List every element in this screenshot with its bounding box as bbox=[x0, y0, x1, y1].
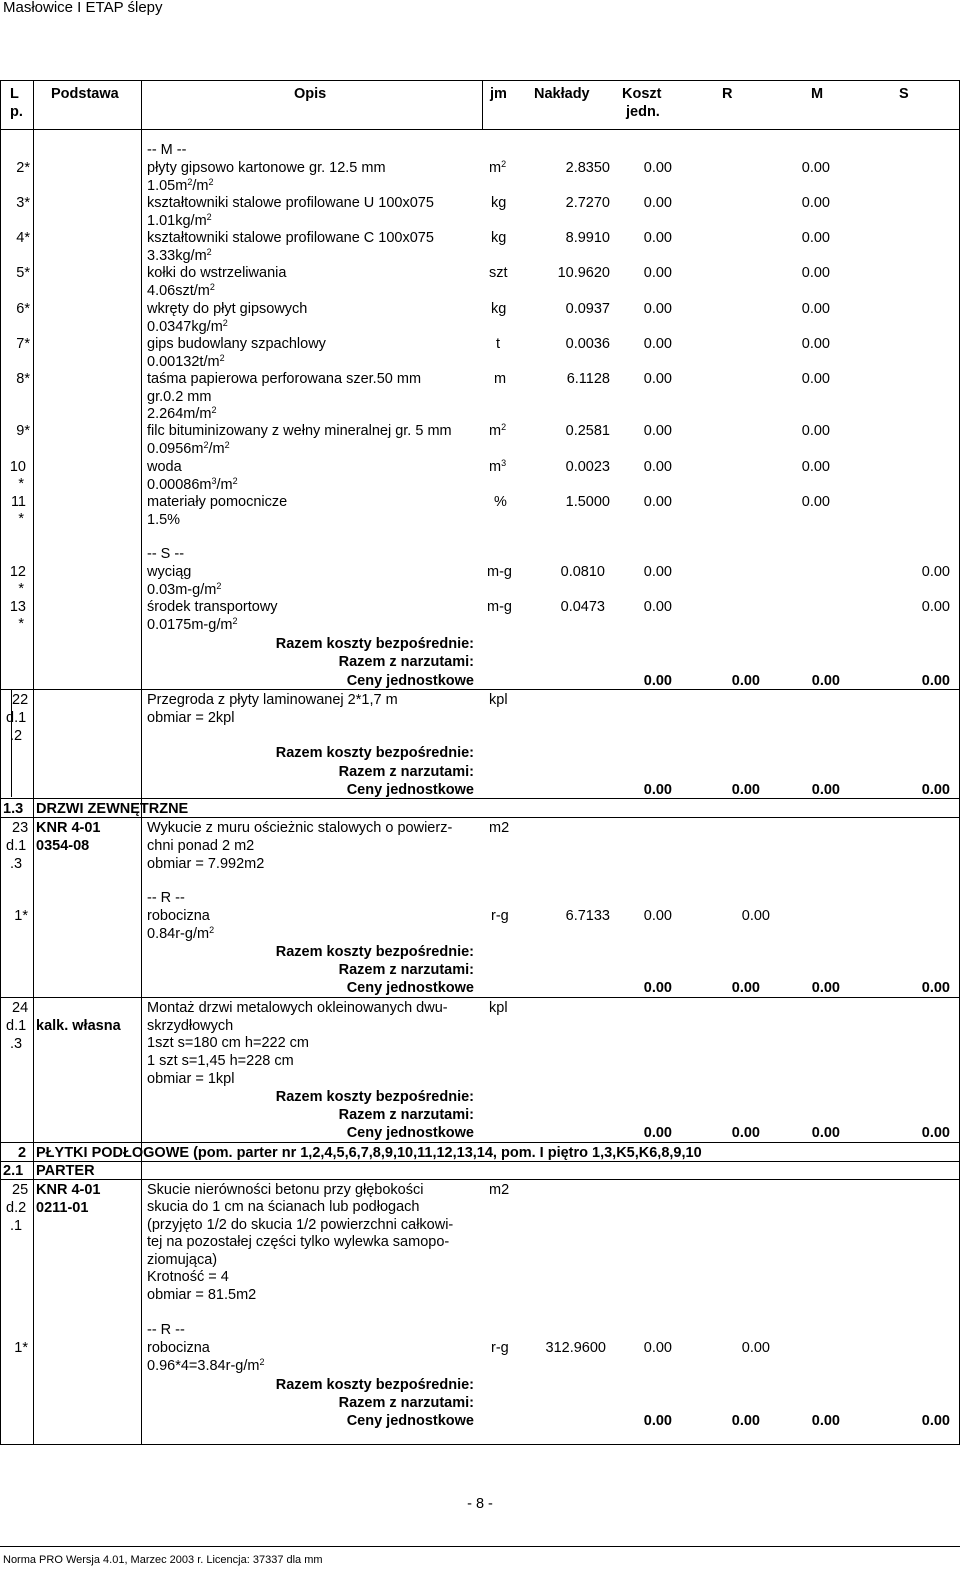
item-norm: $1.05m^2/m^2$ bbox=[147, 177, 214, 194]
item-description: kołki do wstrzeliwania bbox=[147, 265, 287, 281]
item-unit: kg bbox=[491, 195, 507, 211]
item-norm: gr.0.2 mm bbox=[147, 389, 212, 405]
item-koszt: 0.00 bbox=[643, 599, 672, 615]
item-naklady: 6.1128 bbox=[566, 371, 610, 387]
position-description: Skucie nierówności betonu przy głębokości bbox=[147, 1182, 424, 1198]
position-unit: m2 bbox=[489, 1182, 510, 1198]
position-description: 1 szt s=1,45 h=228 cm bbox=[147, 1053, 294, 1069]
position-basis: KNR 4-01 bbox=[36, 1182, 101, 1198]
item-m-value: 0.00 bbox=[801, 301, 830, 317]
footer-text: Norma PRO Wersja 4.01, Marzec 2003 r. Licencja: 37337 dla mm bbox=[3, 1554, 323, 1566]
header-opis: Opis bbox=[294, 86, 327, 102]
col-divider-podstawa bbox=[141, 80, 142, 1445]
item-naklady: 0.0937 bbox=[565, 301, 610, 317]
item-norm: $0.00086m^3/m^2$ bbox=[147, 476, 238, 493]
item-norm: $0.84r-g/m^2$ bbox=[147, 925, 215, 942]
position-basis: 0211-01 bbox=[36, 1200, 89, 1216]
unit-price-r: 0.00 bbox=[731, 782, 760, 798]
item-lp: 1* bbox=[14, 908, 28, 924]
item-norm: $3.33kg/m^2$ bbox=[147, 247, 212, 264]
position-description: ziomująca) bbox=[147, 1252, 218, 1268]
item-lp: 10 bbox=[9, 459, 26, 475]
item-lp-star: * bbox=[18, 511, 24, 527]
item-description: kształtowniki stalowe profilowane C 100x075 bbox=[147, 230, 434, 246]
header-naklady: Nakłady bbox=[534, 86, 590, 102]
item-m-value: 0.00 bbox=[801, 371, 830, 387]
item-norm: $0.0956m^2/m^2$ bbox=[147, 440, 230, 457]
item-unit: $m^2$ bbox=[489, 422, 507, 439]
position-unit: m2 bbox=[489, 820, 510, 836]
item-unit: m bbox=[494, 371, 507, 387]
item-unit: r-g bbox=[491, 1340, 509, 1356]
item-description: woda bbox=[147, 459, 182, 475]
summary-with-overheads: Razem z narzutami: bbox=[338, 1107, 474, 1123]
position-description: skrzydłowych bbox=[147, 1018, 234, 1034]
unit-price-m: 0.00 bbox=[811, 1413, 840, 1429]
section-title: DRZWI ZEWNĘTRZNE bbox=[36, 801, 189, 817]
position-measurement: obmiar = 2kpl bbox=[147, 710, 235, 726]
summary-direct-costs: Razem koszty bezpośrednie: bbox=[275, 745, 474, 761]
summary-direct-costs: Razem koszty bezpośrednie: bbox=[275, 944, 474, 960]
item-norm: $0.0347kg/m^2$ bbox=[147, 318, 228, 335]
item-koszt: 0.00 bbox=[643, 908, 672, 924]
unit-price-s: 0.00 bbox=[921, 673, 950, 689]
item-unit: kg bbox=[491, 230, 507, 246]
summary-with-overheads: Razem z narzutami: bbox=[338, 764, 474, 780]
item-description: filc bituminizowany z wełny mineralnej gr. 5 mm bbox=[147, 423, 452, 439]
section-s-label: -- S -- bbox=[147, 546, 185, 562]
row-divider bbox=[0, 689, 960, 690]
header-m: M bbox=[811, 86, 824, 102]
item-m-value: 0.00 bbox=[801, 494, 830, 510]
position-lp: .3 bbox=[10, 1036, 23, 1052]
unit-price-s: 0.00 bbox=[921, 1125, 950, 1141]
item-lp: 5* bbox=[16, 265, 30, 281]
item-lp: 7* bbox=[16, 336, 30, 352]
item-norm: $0.03m-g/m^2$ bbox=[147, 581, 222, 598]
position-description: Wykucie z muru ościeżnic stalowych o powierz- bbox=[147, 820, 453, 836]
item-koszt: 0.00 bbox=[643, 195, 672, 211]
item-m-value: 0.00 bbox=[801, 230, 830, 246]
section-title: PŁYTKI PODŁOGOWE (pom. parter nr 1,2,4,5,6,7,8,9,10,11,12,13,14, pom. I piętro 1,3,K5,K6,8,9,10 bbox=[36, 1145, 702, 1161]
item-s-value: 0.00 bbox=[921, 599, 950, 615]
item-naklady: 0.0023 bbox=[565, 459, 610, 475]
position-description: tej na pozostałej części tylko wylewka samopo- bbox=[147, 1234, 450, 1250]
item-naklady: 6.7133 bbox=[565, 908, 610, 924]
unit-price-m: 0.00 bbox=[811, 782, 840, 798]
header-bottom-border bbox=[0, 129, 960, 130]
table-left-border bbox=[0, 80, 1, 1445]
unit-price-r: 0.00 bbox=[731, 1413, 760, 1429]
unit-price-s: 0.00 bbox=[921, 1413, 950, 1429]
header-koszt-2: jedn. bbox=[626, 104, 660, 120]
header-lp-1: L bbox=[10, 86, 19, 102]
row-divider bbox=[0, 817, 960, 818]
unit-price-koszt: 0.00 bbox=[643, 980, 672, 996]
item-unit: m-g bbox=[487, 564, 512, 580]
item-unit: szt bbox=[489, 265, 508, 281]
item-lp: 12 bbox=[9, 564, 26, 580]
position-unit: kpl bbox=[489, 692, 508, 708]
item-lp: 9* bbox=[16, 423, 30, 439]
row-divider bbox=[0, 1161, 960, 1162]
item-naklady: 0.0473 bbox=[560, 599, 605, 615]
position-lp: d.1 bbox=[6, 1018, 27, 1034]
footer-divider bbox=[0, 1546, 960, 1547]
item-koszt: 0.00 bbox=[643, 423, 672, 439]
item-m-value: 0.00 bbox=[801, 160, 830, 176]
item-koszt: 0.00 bbox=[643, 564, 672, 580]
unit-price-m: 0.00 bbox=[811, 1125, 840, 1141]
item-koszt: 0.00 bbox=[643, 230, 672, 246]
unit-price-m: 0.00 bbox=[811, 673, 840, 689]
item-m-value: 0.00 bbox=[801, 423, 830, 439]
item-unit: t bbox=[496, 336, 501, 352]
row-divider bbox=[0, 1142, 960, 1143]
position-lp: 23 bbox=[12, 820, 29, 836]
item-koszt: 0.00 bbox=[643, 371, 672, 387]
position-lp: .1 bbox=[10, 1218, 23, 1234]
item-description: płyty gipsowo kartonowe gr. 12.5 mm bbox=[147, 160, 386, 176]
row-divider bbox=[0, 997, 960, 998]
unit-price-r: 0.00 bbox=[731, 673, 760, 689]
item-description: gips budowlany szpachlowy bbox=[147, 336, 326, 352]
page-number: - 8 - bbox=[467, 1496, 493, 1512]
summary-with-overheads: Razem z narzutami: bbox=[338, 962, 474, 978]
row-divider bbox=[0, 1179, 960, 1180]
summary-unit-prices: Ceny jednostkowe bbox=[346, 1125, 474, 1141]
item-description: robocizna bbox=[147, 908, 210, 924]
item-lp: 3* bbox=[16, 195, 30, 211]
item-naklady: 312.9600 bbox=[545, 1340, 606, 1356]
position-description: (przyjęto 1/2 do skucia 1/2 powierzchni całkowi- bbox=[147, 1217, 454, 1233]
summary-direct-costs: Razem koszty bezpośrednie: bbox=[275, 636, 474, 652]
item-norm: $0.00132t/m^2$ bbox=[147, 353, 225, 370]
section-r-label: -- R -- bbox=[147, 890, 185, 906]
item-lp-star: * bbox=[18, 616, 24, 632]
item-description: wkręty do płyt gipsowych bbox=[147, 301, 308, 317]
item-lp: 13 bbox=[9, 599, 26, 615]
header-r: R bbox=[722, 86, 733, 102]
item-lp: 1* bbox=[14, 1340, 28, 1356]
item-norm: $1.01kg/m^2$ bbox=[147, 212, 212, 229]
position-lp: d.2 bbox=[6, 1200, 27, 1216]
item-unit: m-g bbox=[487, 599, 512, 615]
header-koszt-1: Koszt bbox=[622, 86, 662, 102]
item-unit: $m^2$ bbox=[489, 159, 507, 176]
item-naklady: 2.8350 bbox=[565, 160, 610, 176]
item-r-value: 0.00 bbox=[741, 908, 770, 924]
table-bottom-border bbox=[0, 1444, 960, 1445]
unit-price-m: 0.00 bbox=[811, 980, 840, 996]
item-description: kształtowniki stalowe profilowane U 100x075 bbox=[147, 195, 434, 211]
item-koszt: 0.00 bbox=[643, 1340, 672, 1356]
item-naklady: 10.9620 bbox=[557, 265, 610, 281]
item-m-value: 0.00 bbox=[801, 336, 830, 352]
position-basis: kalk. własna bbox=[36, 1018, 121, 1034]
item-lp: 6* bbox=[16, 301, 30, 317]
item-description: robocizna bbox=[147, 1340, 210, 1356]
item-unit: % bbox=[494, 494, 507, 510]
item-description: taśma papierowa perforowana szer.50 mm bbox=[147, 371, 422, 387]
item-s-value: 0.00 bbox=[921, 564, 950, 580]
position-lp: .2 bbox=[10, 728, 23, 744]
summary-with-overheads: Razem z narzutami: bbox=[338, 1395, 474, 1411]
position-basis: 0354-08 bbox=[36, 838, 90, 854]
summary-direct-costs: Razem koszty bezpośrednie: bbox=[275, 1089, 474, 1105]
position-description: 1szt s=180 cm h=222 cm bbox=[147, 1035, 309, 1051]
header-jm: jm bbox=[490, 86, 507, 102]
summary-direct-costs: Razem koszty bezpośrednie: bbox=[275, 1377, 474, 1393]
item-lp: 11 bbox=[10, 494, 26, 510]
row-divider bbox=[0, 798, 960, 799]
item-m-value: 0.00 bbox=[801, 265, 830, 281]
summary-unit-prices: Ceny jednostkowe bbox=[346, 1413, 474, 1429]
position-description: skucia do 1 cm na ścianach lub podłogach bbox=[147, 1199, 420, 1215]
summary-unit-prices: Ceny jednostkowe bbox=[346, 673, 474, 689]
section-number: 2.1 bbox=[3, 1163, 24, 1179]
item-lp: 4* bbox=[16, 230, 30, 246]
position-basis: KNR 4-01 bbox=[36, 820, 101, 836]
unit-price-r: 0.00 bbox=[731, 980, 760, 996]
summary-with-overheads: Razem z narzutami: bbox=[338, 654, 474, 670]
position-lp: 24 bbox=[12, 1000, 29, 1016]
item-koszt: 0.00 bbox=[643, 160, 672, 176]
position-lp: 22 bbox=[12, 692, 29, 708]
position-description: Krotność = 4 bbox=[147, 1269, 229, 1285]
item-norm: $2.264m/m^2$ bbox=[147, 405, 217, 422]
item-koszt: 0.00 bbox=[643, 301, 672, 317]
item-unit: r-g bbox=[491, 908, 509, 924]
item-lp-star: * bbox=[18, 476, 24, 492]
item-norm: $0.96*4=3.84r-g/m^2$ bbox=[147, 1357, 265, 1374]
col-divider-lp bbox=[33, 80, 34, 1445]
position-measurement: obmiar = 1kpl bbox=[147, 1071, 235, 1087]
section-number: 1.3 bbox=[3, 801, 24, 817]
item-description: środek transportowy bbox=[147, 599, 278, 615]
item-naklady: 8.9910 bbox=[565, 230, 610, 246]
section-number: 2 bbox=[18, 1145, 27, 1161]
position-measurement: obmiar = 81.5m2 bbox=[147, 1287, 257, 1303]
unit-price-s: 0.00 bbox=[921, 782, 950, 798]
item-naklady: 2.7270 bbox=[565, 195, 610, 211]
item-unit: kg bbox=[491, 301, 507, 317]
item-lp: 2* bbox=[16, 160, 30, 176]
summary-unit-prices: Ceny jednostkowe bbox=[346, 782, 474, 798]
item-lp-star: * bbox=[18, 581, 24, 597]
unit-price-r: 0.00 bbox=[731, 1125, 760, 1141]
item-koszt: 0.00 bbox=[643, 494, 672, 510]
item-r-value: 0.00 bbox=[741, 1340, 770, 1356]
item-koszt: 0.00 bbox=[643, 459, 672, 475]
unit-price-koszt: 0.00 bbox=[643, 673, 672, 689]
position-lp: 25 bbox=[12, 1182, 29, 1198]
table-top-border bbox=[0, 80, 960, 81]
item-naklady: 1.5000 bbox=[565, 494, 610, 510]
summary-unit-prices: Ceny jednostkowe bbox=[346, 980, 474, 996]
header-podstawa: Podstawa bbox=[51, 86, 119, 102]
position-lp: d.1 bbox=[6, 710, 27, 726]
item-norm: 1.5% bbox=[147, 512, 181, 528]
item-lp: 8* bbox=[16, 371, 30, 387]
item-naklady: 0.0810 bbox=[560, 564, 605, 580]
header-lp-2: p. bbox=[10, 104, 23, 120]
item-koszt: 0.00 bbox=[643, 265, 672, 281]
item-description: materiały pomocnicze bbox=[147, 494, 288, 510]
position-measurement: obmiar = 7.992m2 bbox=[147, 856, 265, 872]
unit-price-s: 0.00 bbox=[921, 980, 950, 996]
position-description: Montaż drzwi metalowych okleinowanych dwu- bbox=[147, 1000, 448, 1016]
unit-price-koszt: 0.00 bbox=[643, 1125, 672, 1141]
item-m-value: 0.00 bbox=[801, 459, 830, 475]
position-lp: d.1 bbox=[6, 838, 27, 854]
item-m-value: 0.00 bbox=[801, 195, 830, 211]
item-description: wyciąg bbox=[147, 564, 192, 580]
position-description: Przegroda z płyty laminowanej 2*1,7 m bbox=[147, 692, 398, 708]
section-r-label: -- R -- bbox=[147, 1322, 185, 1338]
item-naklady: 0.0036 bbox=[565, 336, 610, 352]
position-unit: kpl bbox=[489, 1000, 508, 1016]
col-divider-opis bbox=[482, 80, 483, 130]
unit-price-koszt: 0.00 bbox=[643, 1413, 672, 1429]
document-title: Masłowice I ETAP ślepy bbox=[3, 0, 163, 16]
position-description: chni ponad 2 m2 bbox=[147, 838, 255, 854]
section-m-label: -- M -- bbox=[147, 142, 187, 158]
item-unit: $m^3$ bbox=[489, 458, 507, 475]
section-title: PARTER bbox=[36, 1163, 95, 1179]
item-norm: $0.0175m-g/m^2$ bbox=[147, 616, 238, 633]
item-koszt: 0.00 bbox=[643, 336, 672, 352]
position-lp: .3 bbox=[10, 856, 23, 872]
unit-price-koszt: 0.00 bbox=[643, 782, 672, 798]
item-norm: $4.06szt/m^2$ bbox=[147, 282, 215, 299]
header-s: S bbox=[899, 86, 909, 102]
item-naklady: 0.2581 bbox=[565, 423, 610, 439]
